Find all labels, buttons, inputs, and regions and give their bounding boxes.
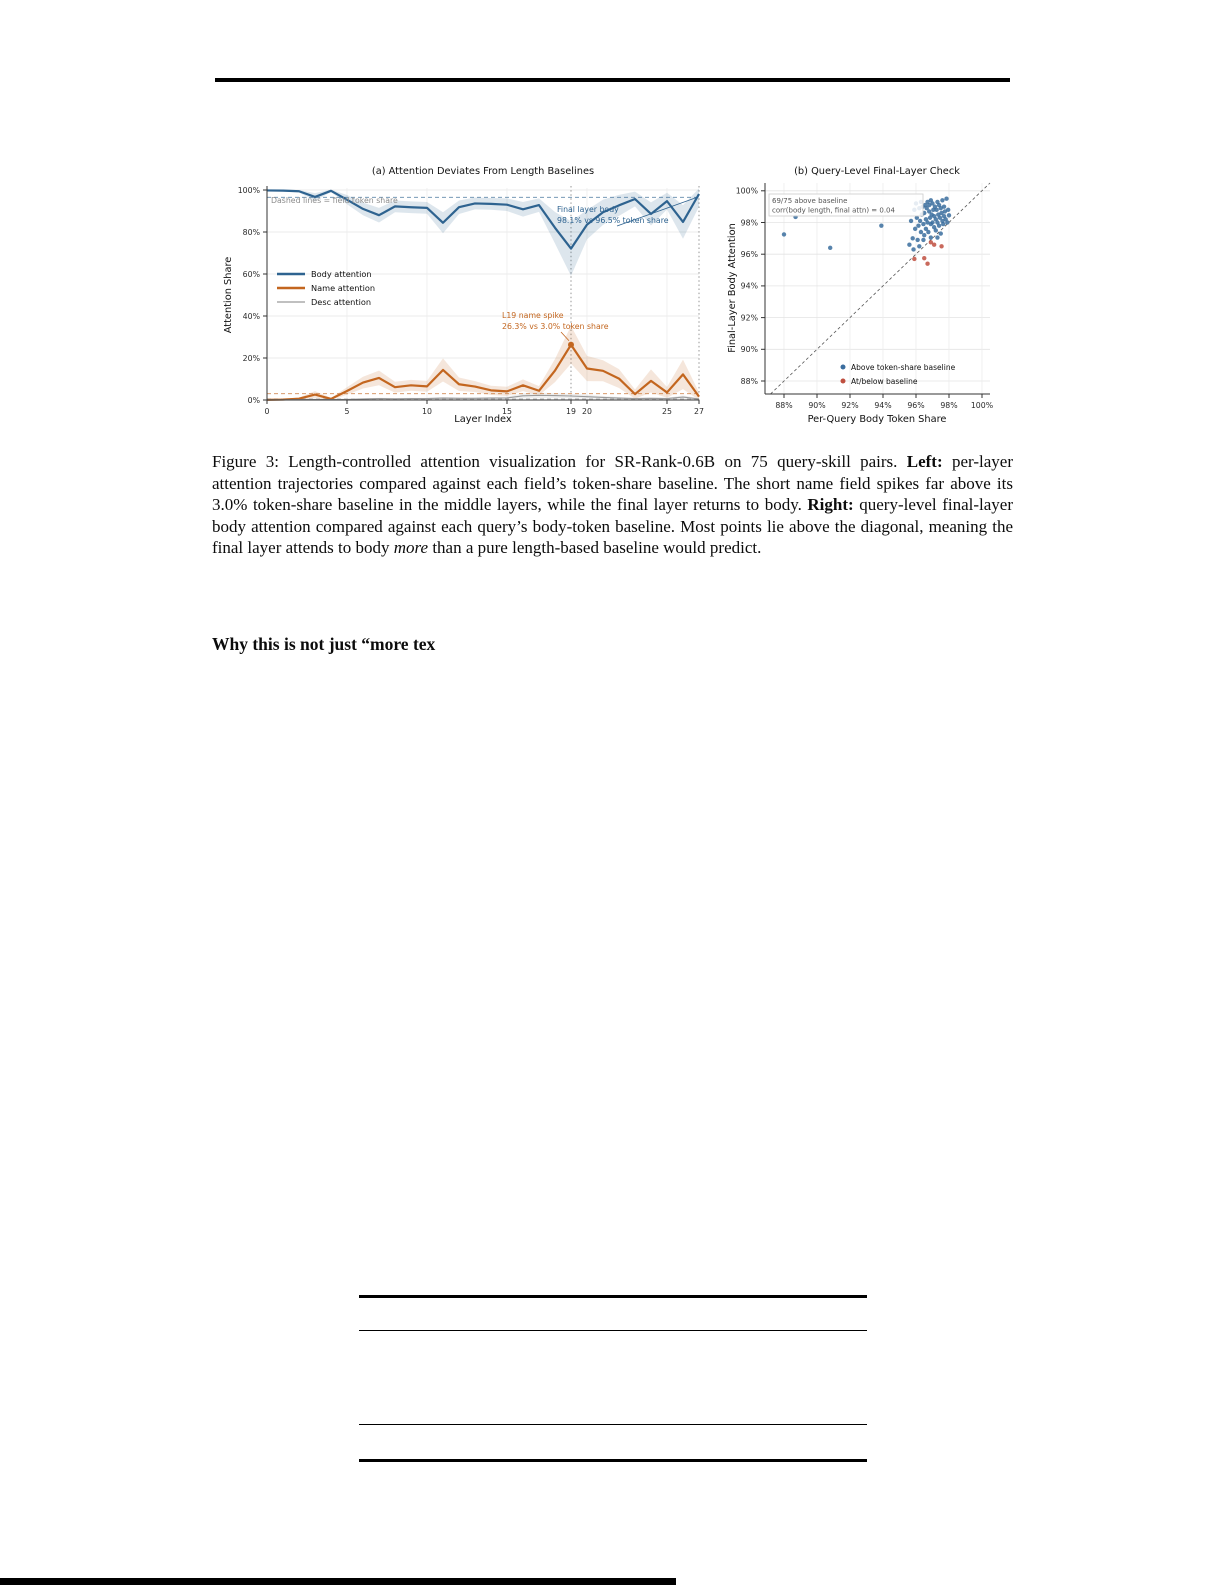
svg-text:15: 15	[502, 407, 512, 416]
svg-text:60%: 60%	[242, 269, 260, 279]
svg-text:88%: 88%	[740, 376, 758, 386]
svg-text:40%: 40%	[242, 311, 260, 321]
svg-text:Attention Share: Attention Share	[223, 256, 234, 334]
svg-text:100%: 100%	[237, 185, 260, 195]
svg-text:Body attention: Body attention	[311, 269, 372, 279]
svg-text:(a) Attention Deviates From Le: (a) Attention Deviates From Length Baselines	[371, 166, 595, 177]
svg-text:L19 name spike: L19 name spike	[502, 311, 564, 320]
svg-text:Dashed lines = field token sha: Dashed lines = field token share	[271, 196, 398, 205]
svg-text:88%: 88%	[775, 401, 793, 410]
svg-text:92%: 92%	[841, 401, 859, 410]
svg-text:96%: 96%	[907, 401, 925, 410]
svg-text:Per-Query Body Token Share: Per-Query Body Token Share	[807, 414, 947, 425]
svg-text:Desc attention: Desc attention	[311, 297, 372, 307]
svg-text:80%: 80%	[242, 227, 260, 237]
page-bottom-bar	[0, 1578, 676, 1585]
svg-text:27: 27	[694, 407, 704, 416]
svg-text:20: 20	[582, 407, 592, 416]
svg-text:100%: 100%	[735, 186, 758, 196]
svg-text:69/75 above baseline: 69/75 above baseline	[772, 197, 848, 205]
svg-text:5: 5	[344, 407, 350, 416]
table-top-rule	[359, 1295, 867, 1298]
svg-text:94%: 94%	[874, 401, 892, 410]
svg-text:25: 25	[662, 407, 672, 416]
table-bottom-rule	[359, 1459, 867, 1462]
left-attention-line-chart	[215, 158, 720, 440]
table-head-rule	[359, 1330, 867, 1331]
svg-text:0%: 0%	[247, 395, 260, 405]
svg-text:98%: 98%	[740, 218, 758, 228]
svg-text:Layer Index: Layer Index	[454, 414, 512, 425]
section-heading: Why this is not just “more tex	[212, 634, 436, 654]
svg-text:0: 0	[264, 407, 270, 416]
svg-text:92%: 92%	[740, 313, 758, 323]
right-scatter-chart	[725, 158, 1015, 440]
svg-text:At/below baseline: At/below baseline	[851, 377, 918, 386]
header-rule	[215, 78, 1010, 82]
svg-text:corr(body length, final attn): corr(body length, final attn) = 0.04	[772, 206, 895, 215]
svg-text:10: 10	[422, 407, 432, 416]
svg-text:19: 19	[566, 407, 576, 416]
svg-text:100%: 100%	[970, 401, 994, 410]
svg-text:26.3% vs 3.0% token share: 26.3% vs 3.0% token share	[502, 322, 609, 331]
svg-text:Final-Layer Body Attention: Final-Layer Body Attention	[727, 223, 738, 353]
svg-text:98%: 98%	[940, 401, 958, 410]
svg-text:94%: 94%	[740, 281, 758, 291]
svg-text:Name attention: Name attention	[311, 283, 376, 293]
svg-text:(b) Query-Level Final-Layer Ch: (b) Query-Level Final-Layer Check	[794, 166, 960, 177]
svg-text:96%: 96%	[740, 250, 758, 259]
svg-text:20%: 20%	[242, 353, 260, 363]
svg-text:Final layer body: Final layer body	[557, 205, 619, 214]
svg-text:90%: 90%	[740, 345, 758, 355]
table-mid-rule	[359, 1424, 867, 1425]
svg-text:Above token-share baseline: Above token-share baseline	[851, 363, 956, 372]
figure-caption: Figure 3: Length-controlled attention visualization for SR-Rank-0.6B on 75 query-skill pairs. Left: per-layer attention trajectories compared against each field’s token-share baseline. The short name field spikes far above its 3.0% token-share baseline in the middle layers, while the final layer returns to body. Right: query-level final-layer body attention compared against each query’s body-token baseline. Most points lie above the diagonal, meaning the final layer attends to body more than a pure length-based baseline would predict.	[212, 452, 1013, 558]
svg-text:90%: 90%	[808, 401, 826, 410]
svg-text:98.1% vs 96.5% token share: 98.1% vs 96.5% token share	[557, 216, 669, 225]
